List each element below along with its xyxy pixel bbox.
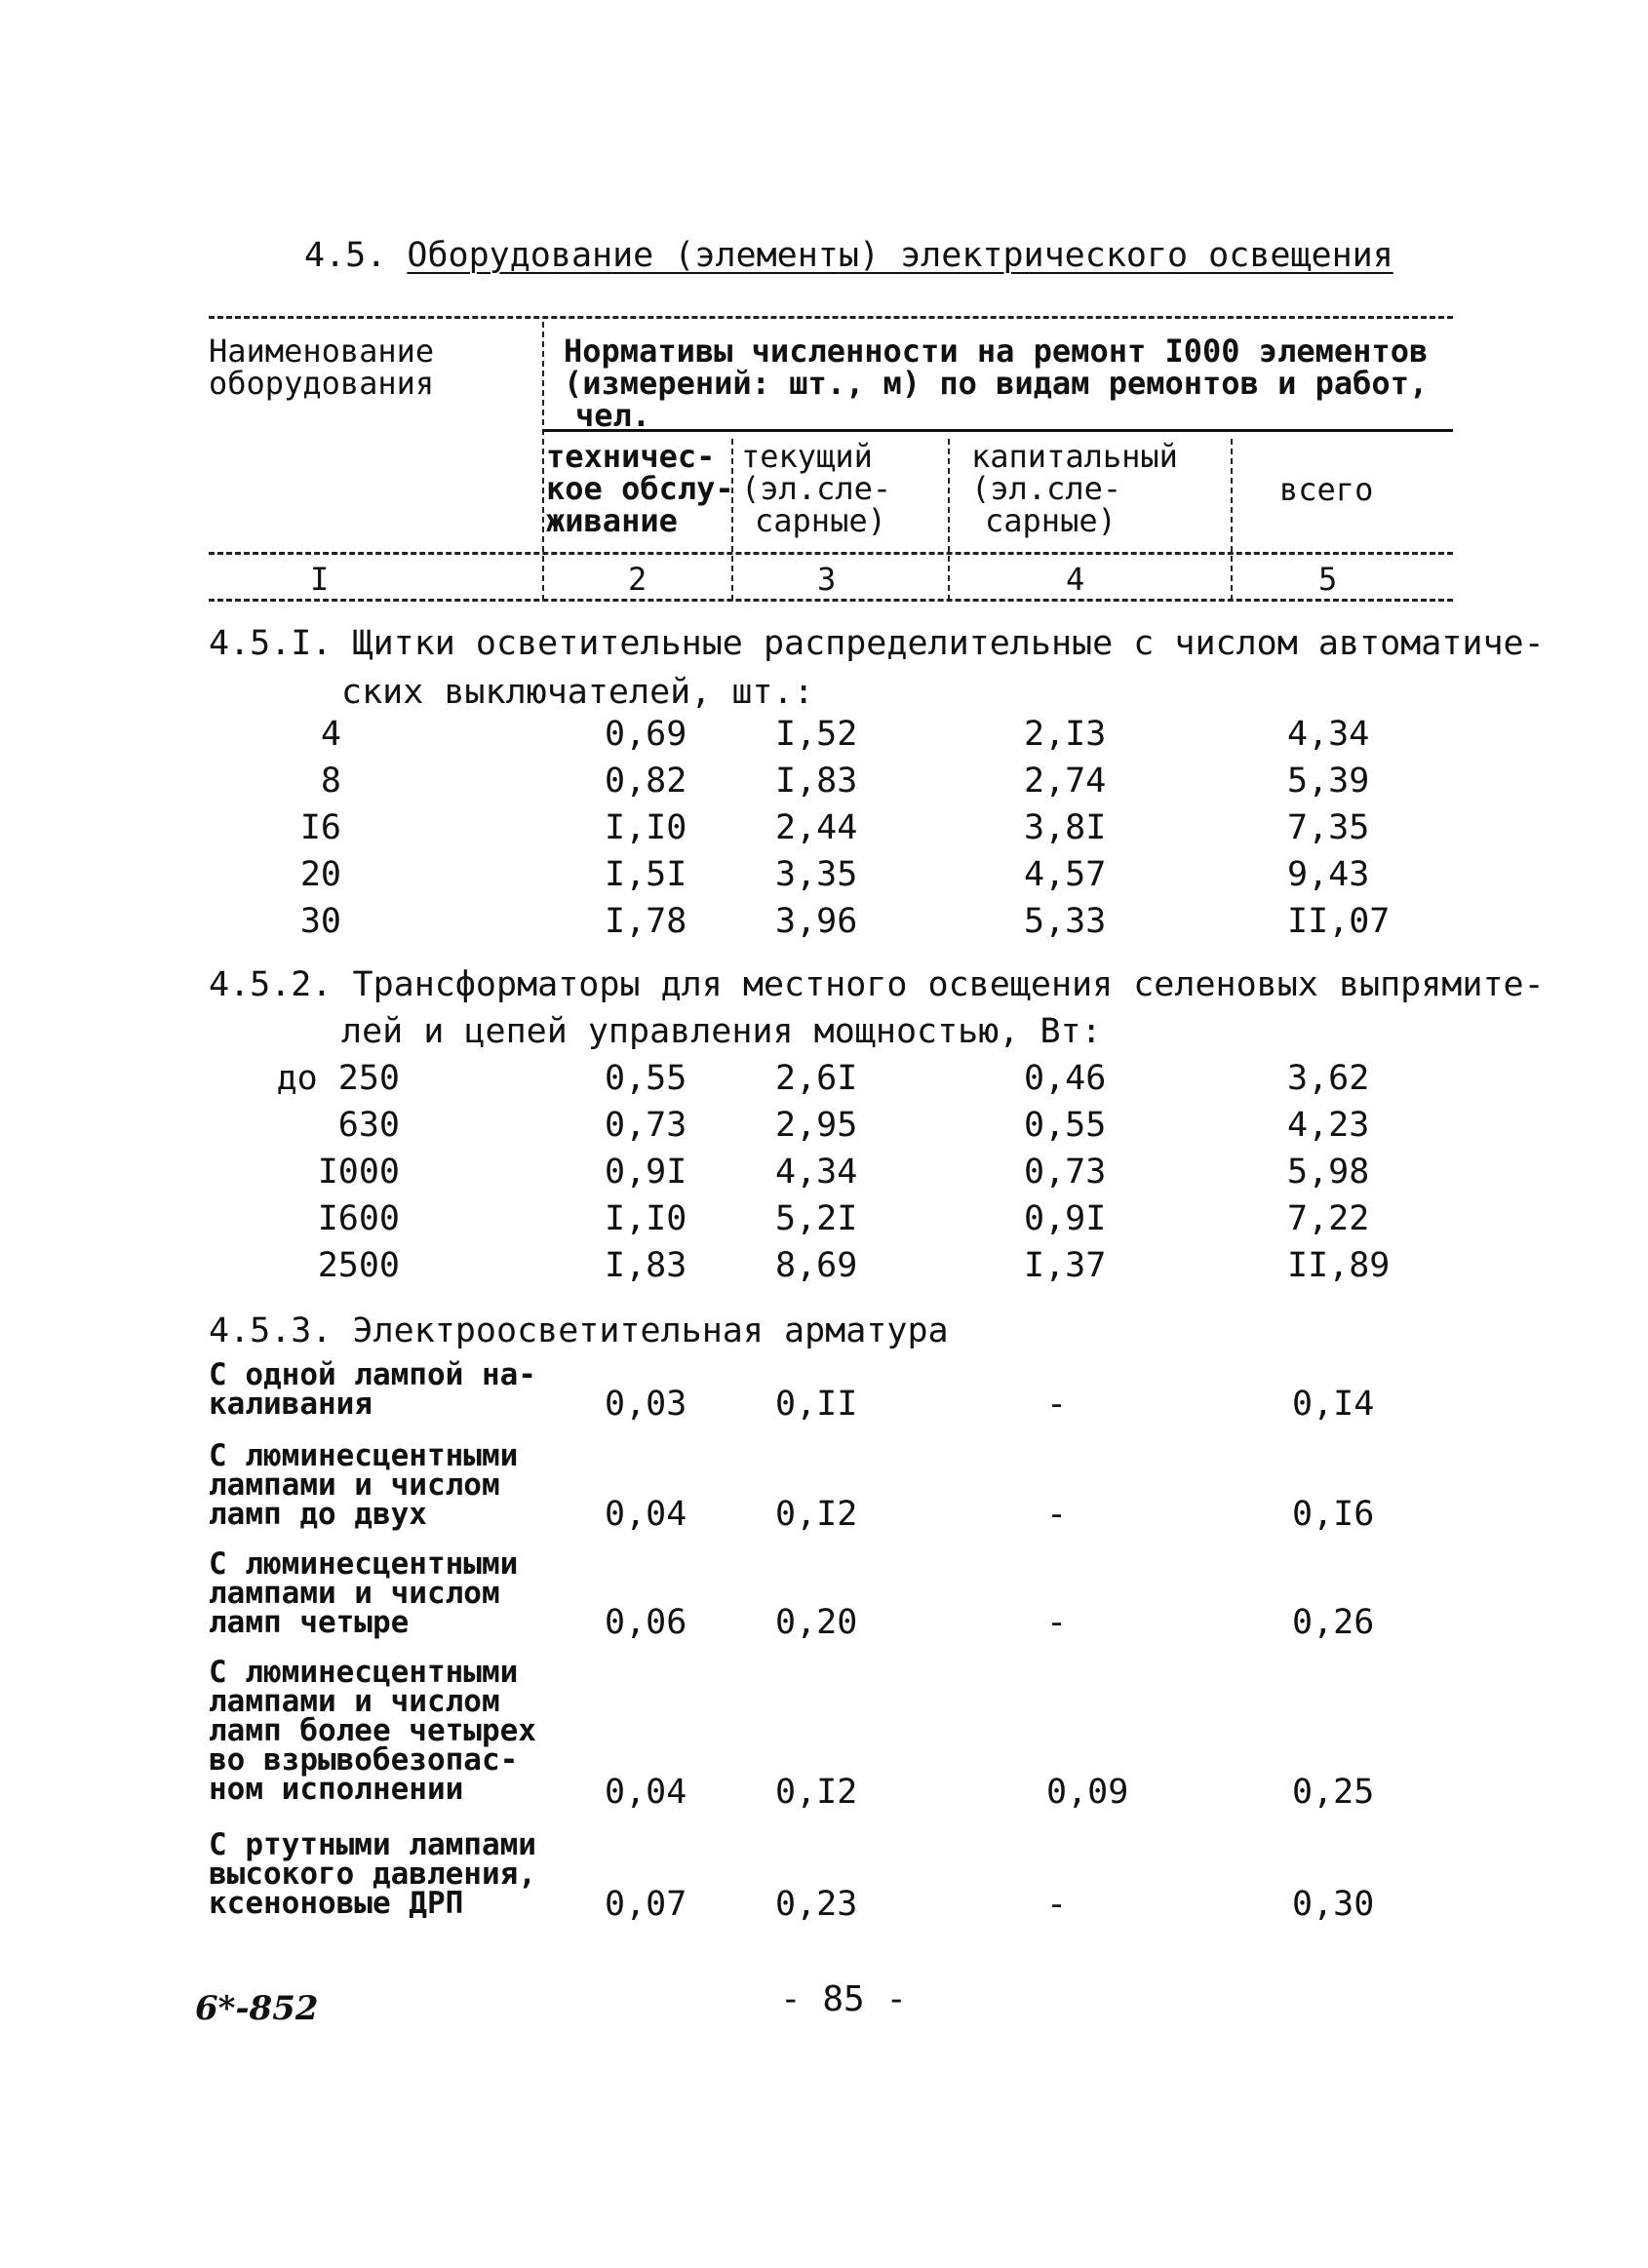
row-value-maintenance: I,5I — [605, 855, 687, 894]
column-number-4: 4 — [1066, 561, 1085, 598]
header-col4-divider — [1231, 439, 1233, 601]
row-value-total: 9,43 — [1287, 855, 1370, 894]
row-name: I600 — [317, 1199, 400, 1238]
row-value-current: 0,II — [775, 1385, 858, 1424]
row-value-capital: - — [1046, 1385, 1068, 1424]
header-col2-line: живание — [546, 502, 678, 539]
row-name: I000 — [317, 1153, 400, 1192]
fixture-label-line: ламп более четырех — [209, 1713, 536, 1748]
section-title-text: Оборудование (элементы) электрического освещения — [407, 236, 1393, 275]
header-col3-line: сарные) — [755, 502, 886, 539]
header-mid-rule — [209, 552, 1453, 555]
header-col2-line: техничес- — [546, 438, 716, 475]
fixture-label-line: ламп четыре — [209, 1605, 410, 1640]
row-value-capital: - — [1046, 1603, 1068, 1642]
header-col1-divider — [542, 322, 544, 601]
row-value-maintenance: 0,06 — [605, 1603, 687, 1642]
fixture-label — [209, 1357, 536, 1422]
row-value-current: 5,2I — [775, 1199, 858, 1238]
row-value-capital: 0,09 — [1046, 1773, 1129, 1812]
fixture-label-line: ксеноновые ДРП — [209, 1886, 464, 1921]
fixture-label-line: С люминесцентными — [209, 1655, 519, 1690]
row-value-maintenance: 0,9I — [605, 1153, 687, 1192]
row-value-total: 4,23 — [1287, 1106, 1370, 1145]
table-row — [0, 1246, 1648, 1293]
fixture-label-line: С одной лампой на- — [209, 1357, 536, 1392]
fixture-label — [209, 1827, 536, 1921]
row-value-total: 0,I6 — [1292, 1495, 1375, 1534]
table-row — [0, 808, 1648, 855]
fixture-label — [209, 1655, 536, 1807]
column-number-2: 2 — [628, 561, 647, 598]
row-name: 2500 — [317, 1246, 400, 1285]
row-value-current: 0,23 — [775, 1885, 858, 1924]
table-row — [0, 1106, 1648, 1153]
row-value-capital: 0,9I — [1024, 1199, 1107, 1238]
fixture-label-line: ном исполнении — [209, 1772, 464, 1807]
row-value-total: 7,35 — [1287, 808, 1370, 847]
row-value-total: 3,62 — [1287, 1059, 1370, 1098]
row-value-capital: 0,55 — [1024, 1106, 1107, 1145]
section-4-5-3-heading: 4.5.3. Электроосветительная арматура — [209, 1311, 949, 1350]
row-value-total: 7,22 — [1287, 1199, 1370, 1238]
row-value-current: 2,44 — [775, 808, 858, 847]
fixture-label-line: С люминесцентными — [209, 1546, 519, 1582]
fixture-label-line: ламп до двух — [209, 1497, 427, 1532]
row-value-capital: I,37 — [1024, 1246, 1107, 1285]
section-number: 4.5. — [304, 236, 387, 275]
column-number-1: I — [310, 561, 330, 598]
header-group-rule — [542, 429, 1453, 432]
fixture-label-line: высокого давления, — [209, 1857, 536, 1892]
row-value-capital: 0,73 — [1024, 1153, 1107, 1192]
footer-order-mark: 6*-852 — [195, 1989, 319, 2028]
header-top-rule — [209, 316, 1453, 319]
header-col4-line: (эл.сле- — [971, 470, 1122, 507]
header-group-line: Нормативы численности на ремонт I000 элементов — [564, 332, 1429, 370]
fixture-label-line: лампами и числом — [209, 1684, 500, 1719]
fixture-label-line: лампами и числом — [209, 1467, 500, 1503]
section-4-5-1-heading: 4.5.I. Щитки осветительные распределительные с числом автоматиче- — [209, 624, 1545, 663]
header-col4-line: сарные) — [985, 502, 1117, 539]
row-value-maintenance: 0,69 — [605, 715, 687, 754]
header-col2-line: кое обслу- — [546, 470, 734, 507]
header-col2-divider — [731, 439, 733, 601]
row-value-total: 0,26 — [1292, 1603, 1375, 1642]
header-col3 — [741, 438, 892, 539]
header-col1-line: Наименование — [209, 332, 435, 370]
row-value-capital: 3,8I — [1024, 808, 1107, 847]
row-value-current: 3,35 — [775, 855, 858, 894]
row-name: до 250 — [276, 1059, 400, 1098]
header-bottom-rule — [209, 599, 1453, 602]
row-name: 30 — [299, 902, 341, 941]
row-value-current: 2,95 — [775, 1106, 858, 1145]
row-value-maintenance: 0,73 — [605, 1106, 687, 1145]
row-value-capital: - — [1046, 1885, 1068, 1924]
row-value-maintenance: 0,03 — [605, 1385, 687, 1424]
page-number: - 85 - — [780, 1979, 908, 2019]
row-value-maintenance: 0,82 — [605, 762, 687, 801]
fixture-label-line: во взрывобезопас- — [209, 1742, 519, 1778]
row-value-total: 5,39 — [1287, 762, 1370, 801]
row-value-current: 0,I2 — [775, 1773, 858, 1812]
section-4-5-1-subheading: ских выключателей, шт.: — [341, 673, 814, 712]
row-value-current: 0,I2 — [775, 1495, 858, 1534]
header-col3-line: текущий — [741, 438, 873, 475]
section-title — [304, 236, 1393, 275]
header-col3-divider — [948, 439, 950, 601]
table-row — [0, 855, 1648, 902]
row-value-current: I,83 — [775, 762, 858, 801]
fixture-label-line: С люминесцентными — [209, 1438, 519, 1473]
header-group-line: чел. — [575, 397, 651, 434]
row-value-total: 0,30 — [1292, 1885, 1375, 1924]
row-value-current: 4,34 — [775, 1153, 858, 1192]
row-value-total: 4,34 — [1287, 715, 1370, 754]
row-name: I6 — [299, 808, 341, 847]
row-name: 8 — [320, 762, 341, 801]
row-value-maintenance: 0,07 — [605, 1885, 687, 1924]
row-value-capital: 4,57 — [1024, 855, 1107, 894]
row-value-total: 5,98 — [1287, 1153, 1370, 1192]
header-col1-line: оборудования — [209, 365, 435, 402]
header-group — [564, 332, 1429, 434]
row-value-capital: 2,I3 — [1024, 715, 1107, 754]
row-value-current: 3,96 — [775, 902, 858, 941]
table-row — [0, 715, 1648, 762]
table-row — [0, 902, 1648, 949]
row-value-maintenance: I,I0 — [605, 808, 687, 847]
row-value-current: I,52 — [775, 715, 858, 754]
row-value-total: II,89 — [1287, 1246, 1391, 1285]
header-group-line: (измерений: шт., м) по видам ремонтов и работ, — [564, 365, 1429, 402]
row-name: 20 — [299, 855, 341, 894]
fixture-label-line: С ртутными лампами — [209, 1827, 536, 1862]
row-value-maintenance: I,83 — [605, 1246, 687, 1285]
header-col5: всего — [1279, 471, 1374, 508]
table-row — [0, 762, 1648, 808]
row-value-capital: 2,74 — [1024, 762, 1107, 801]
row-value-capital: 0,46 — [1024, 1059, 1107, 1098]
header-col4-line: капитальный — [971, 438, 1178, 475]
header-col4 — [971, 438, 1178, 539]
row-value-total: 0,I4 — [1292, 1385, 1375, 1424]
row-name: 630 — [337, 1106, 400, 1145]
header-col1 — [209, 332, 435, 402]
row-value-current: 2,6I — [775, 1059, 858, 1098]
fixture-label — [209, 1546, 519, 1640]
row-value-maintenance: 0,04 — [605, 1773, 687, 1812]
column-number-3: 3 — [817, 561, 837, 598]
row-value-current: 8,69 — [775, 1246, 858, 1285]
row-value-maintenance: 0,04 — [605, 1495, 687, 1534]
row-value-total: 0,25 — [1292, 1773, 1375, 1812]
row-value-maintenance: I,78 — [605, 902, 687, 941]
column-number-5: 5 — [1318, 561, 1338, 598]
fixture-label-line: каливания — [209, 1387, 373, 1422]
section-4-5-2-subheading: лей и цепей управления мощностью, Вт: — [341, 1012, 1102, 1051]
fixture-label-line: лампами и числом — [209, 1576, 500, 1611]
row-value-maintenance: 0,55 — [605, 1059, 687, 1098]
row-value-total: II,07 — [1287, 902, 1391, 941]
row-value-capital: 5,33 — [1024, 902, 1107, 941]
header-col3-line: (эл.сле- — [741, 470, 892, 507]
row-value-capital: - — [1046, 1495, 1068, 1534]
row-value-maintenance: I,I0 — [605, 1199, 687, 1238]
table-row — [0, 1153, 1648, 1199]
section-4-5-2-heading: 4.5.2. Трансформаторы для местного освещения селеновых выпрямите- — [209, 965, 1545, 1004]
fixture-label — [209, 1438, 519, 1532]
row-name: 4 — [320, 715, 341, 754]
header-col2 — [546, 438, 734, 539]
table-row — [0, 1059, 1648, 1106]
table-row — [0, 1199, 1648, 1246]
row-value-current: 0,20 — [775, 1603, 858, 1642]
